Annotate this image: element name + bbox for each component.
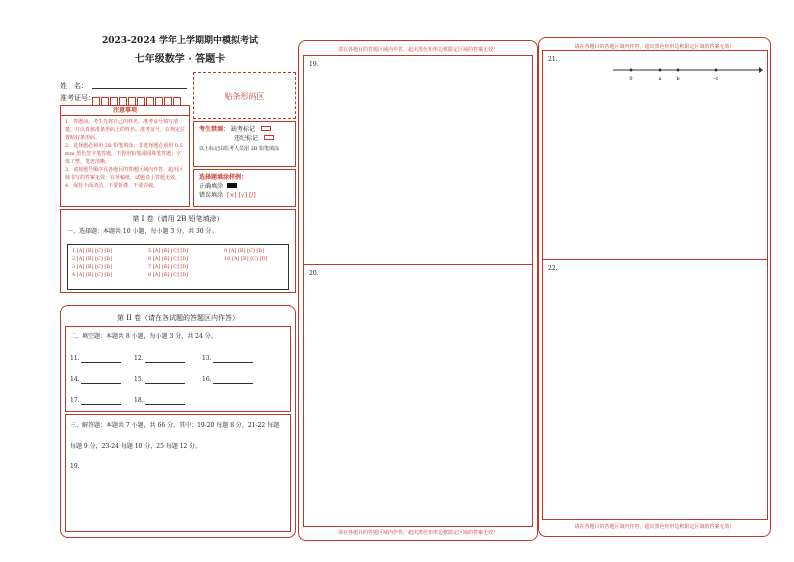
choice-row[interactable]: 6 [A] [B] [C] [D] [148, 256, 189, 262]
blank-label: 13. [202, 355, 212, 362]
blank-label: 16. [202, 376, 212, 383]
barcode-label: 贴条形码区 [224, 92, 265, 101]
part2-title: 第 II 卷（请在各试题的答题区内作答） [117, 314, 239, 322]
question-number: 19. [70, 463, 80, 470]
warning-top: 请在各题目的答题区域内作答，超出黑色矩形边框限定区域的答案无效！ [574, 44, 735, 50]
answer-blank[interactable] [81, 355, 121, 363]
blank-label: 17. [70, 397, 80, 404]
number-line-label: -c [713, 76, 719, 82]
answer-area-q20[interactable] [304, 265, 532, 526]
part1-box [60, 209, 296, 293]
blank-label: 14. [70, 376, 80, 383]
wrong-fill-label: 错误填涂 [199, 192, 224, 199]
notice-box [60, 105, 190, 207]
correct-fill-label: 正确填涂 [199, 183, 224, 190]
absent-checkbox[interactable] [261, 126, 271, 131]
wrong-fill-marks: [×] [√] [/] [226, 192, 256, 199]
question-number: 20. [309, 270, 319, 277]
choice-row[interactable]: 2 [A] [B] [C] [D] [72, 256, 113, 262]
choice-row[interactable]: 3 [A] [B] [C] [D] [72, 264, 113, 270]
warning-bottom: 请在各题目的答题区域内作答，超出黑色矩形边框限定区域的答案无效！ [574, 524, 735, 530]
choice-row[interactable]: 5 [A] [B] [C] [D] [148, 248, 189, 254]
fill-instruction: 二、填空题：本题共 8 小题，每小题 3 分，共 24 分。 [70, 333, 217, 340]
part1-instruction: 一、选择题：本题共 10 小题，每小题 3 分，共 30 分。 [67, 228, 218, 235]
question-number: 19. [309, 61, 319, 68]
solve-instruction-1: 三、解答题：本题共 7 小题，共 66 分。其中：19-20 每题 8 分，21-22 每题 [70, 422, 280, 429]
answer-blank[interactable] [145, 355, 185, 363]
blank-label: 18. [134, 397, 144, 404]
number-line-label: 0 [629, 76, 633, 82]
exam-subtitle: 七年级数学 · 答题卡 [134, 54, 226, 65]
middle-panel [298, 40, 538, 541]
blank-label: 11. [70, 355, 80, 362]
exam-marks-note: 以上标记由监考人员用 2B 铅笔填涂 [199, 146, 280, 152]
blank-label: 15. [134, 376, 144, 383]
answer-blank[interactable] [213, 355, 253, 363]
violation-label: 违纪标记 [234, 135, 259, 142]
answer-blank[interactable] [145, 397, 185, 405]
choice-row[interactable]: 8 [A] [B] [C] [D] [148, 272, 189, 278]
choice-grid[interactable] [67, 244, 289, 290]
answer-blank[interactable] [81, 397, 121, 405]
exam-marks-label: 考生禁填： [199, 126, 230, 133]
part1-title: 第 I 卷（请用 2B 铅笔填涂） [132, 215, 224, 223]
choice-row[interactable] [224, 272, 290, 278]
correct-fill-swatch [227, 183, 237, 188]
choice-row[interactable] [224, 264, 290, 270]
question-number: 21. [548, 56, 558, 63]
fill-example-title: 选择题填涂样例： [199, 174, 248, 181]
choice-row[interactable]: 10 [A] [B] [C] [D] [224, 256, 268, 262]
choice-row[interactable]: 1 [A] [B] [C] [D] [72, 248, 113, 254]
solve-section[interactable] [65, 414, 291, 532]
number-line [611, 63, 763, 83]
id-label: 准考证号： [60, 94, 95, 102]
number-line-label: a [658, 76, 662, 82]
absent-label: 缺考标记 [230, 126, 255, 133]
answer-blank[interactable] [213, 376, 253, 384]
part2-box [60, 305, 296, 538]
violation-checkbox[interactable] [264, 135, 274, 140]
notice-title: 注意事项 [61, 106, 189, 116]
fill-blank-section [65, 326, 291, 412]
notice-item: 4．保持卡面清洁，不要折叠、不要弄破。 [65, 183, 159, 189]
choice-row[interactable]: 9 [A] [B] [C] [D] [224, 248, 265, 254]
name-line[interactable] [92, 88, 187, 89]
notice-item: 3．请按题号顺序在各题目的答题区域内作答，超出区域书写的答案无效；在草稿纸、试题卷上答题无效。 [65, 167, 184, 181]
answer-blank[interactable] [81, 376, 121, 384]
exam-marks-box [193, 121, 296, 167]
answer-area-q19[interactable] [304, 56, 532, 265]
choice-row[interactable]: 4 [A] [B] [C] [D] [72, 272, 113, 278]
number-line-label: b [676, 76, 680, 82]
notice-item: 1．答题前，考生先将自己的姓名，准考证号填写清楚，并认真核准条形码上的姓名、准考证号，在规定位置贴好条形码。 [65, 119, 186, 141]
choice-row[interactable]: 7 [A] [B] [C] [D] [148, 264, 189, 270]
name-label: 姓 名： [60, 82, 88, 90]
exam-title: 2023-2024 学年上学期期中模拟考试 [102, 36, 258, 46]
warning-bottom: 请在各题目的答题区域内作答，超出黑色矩形边框限定区域的答案无效！ [337, 530, 498, 536]
fill-example-box [193, 169, 296, 207]
warning-top: 请在各题目的答题区域内作答，超出黑色矩形边框限定区域的答案无效！ [337, 47, 498, 53]
right-panel [538, 37, 771, 537]
answer-frame [303, 55, 533, 527]
barcode-area[interactable] [193, 72, 296, 119]
solve-instruction-2: 每题 9 分，23-24 每题 10 分，25 每题 12 分。 [70, 443, 202, 450]
answer-blank[interactable] [145, 376, 185, 384]
blank-label: 12. [134, 355, 144, 362]
answer-frame [542, 50, 768, 520]
notice-item: 2．选择题必须用 2B 铅笔填涂；非选择题必须用 0.5 mm 黑色签字笔答题，不得用铅笔或圆珠笔答题；字体工整、笔迹清晰。 [65, 143, 183, 165]
answer-area-q21[interactable] [543, 51, 767, 260]
answer-area-q22[interactable] [543, 260, 767, 519]
question-number: 22. [548, 265, 558, 272]
